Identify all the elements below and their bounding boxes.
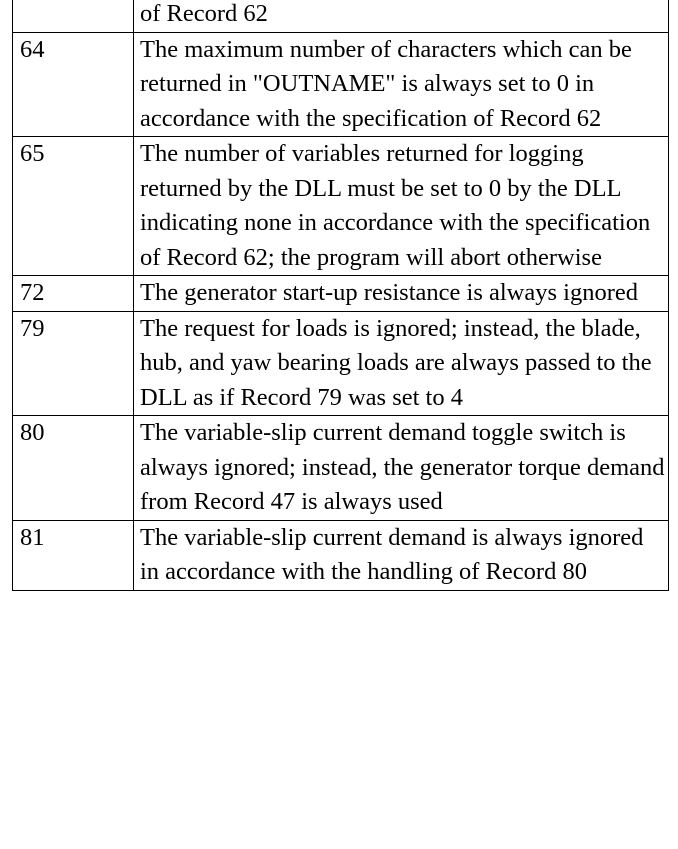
table-row	[13, 520, 669, 590]
record-number-cell: 80	[13, 416, 134, 521]
record-number-cell: 72	[13, 276, 134, 312]
table-row	[13, 137, 669, 276]
record-table-body	[13, 0, 669, 590]
table-row	[13, 276, 669, 312]
record-description-cell: of Record 62	[134, 0, 669, 32]
record-description-cell: The generator start-up resistance is always ignored	[134, 276, 669, 312]
table-row	[13, 0, 669, 32]
record-number-cell: 64	[13, 32, 134, 137]
table-row	[13, 32, 669, 137]
table-row	[13, 311, 669, 416]
record-description-cell: The request for loads is ignored; instead, the blade, hub, and yaw bearing loads are always passed to the DLL as if Record 79 was set to 4	[134, 311, 669, 416]
record-description-cell: The variable-slip current demand toggle switch is always ignored; instead, the generator torque demand from Record 47 is always used	[134, 416, 669, 521]
record-description-cell: The variable-slip current demand is always ignored in accordance with the handling of Record 80	[134, 520, 669, 590]
record-number-cell: 65	[13, 137, 134, 276]
record-description-cell: The number of variables returned for logging returned by the DLL must be set to 0 by the DLL indicating none in accordance with the specification of Record 62; the program will abort otherwise	[134, 137, 669, 276]
record-table	[12, 0, 669, 591]
record-number-cell: 81	[13, 520, 134, 590]
record-description-cell: The maximum number of characters which can be returned in "OUTNAME" is always set to 0 in accordance with the specification of Record 62	[134, 32, 669, 137]
table-row	[13, 416, 669, 521]
record-number-cell: 79	[13, 311, 134, 416]
record-number-cell	[13, 0, 134, 32]
